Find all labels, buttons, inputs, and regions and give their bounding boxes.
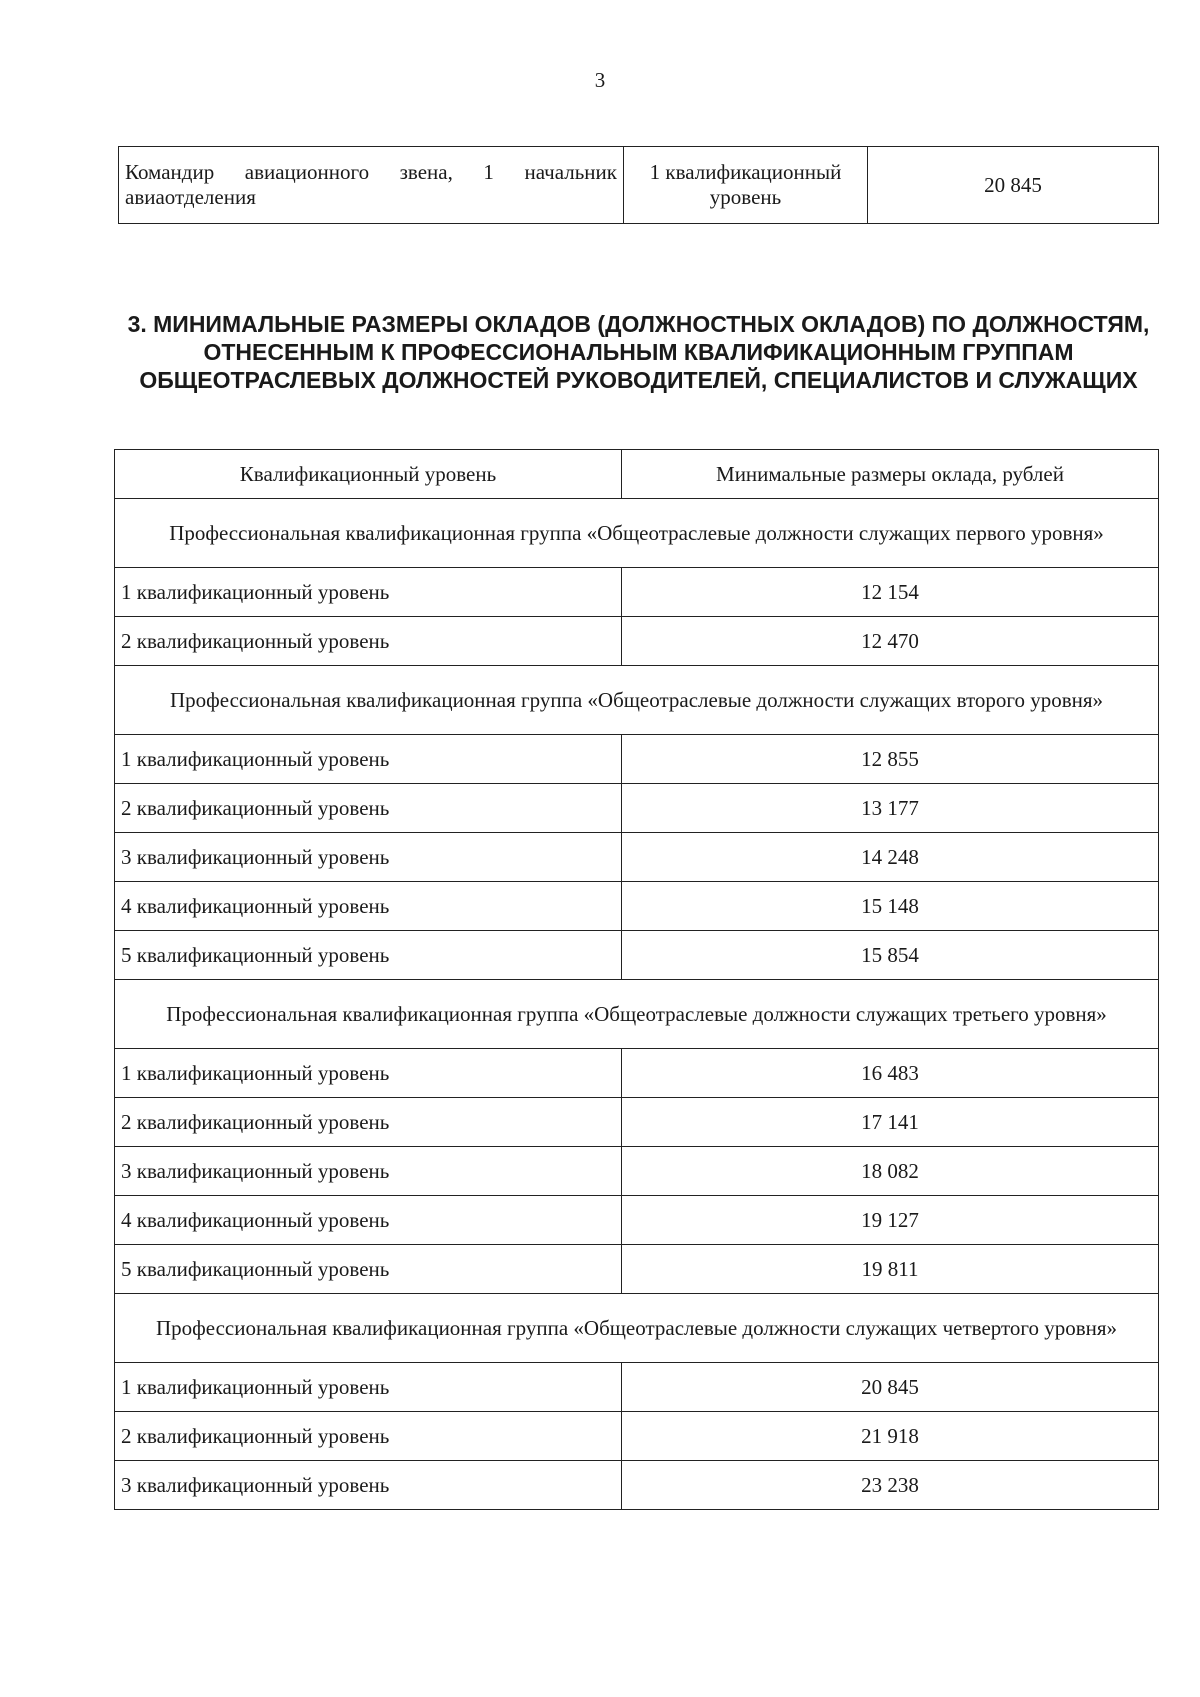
table-row: [115, 784, 1159, 833]
salary-cell: 23 238: [622, 1461, 1159, 1510]
table-row: [115, 617, 1159, 666]
table-header-row: [115, 450, 1159, 499]
level-cell: 1 квалификационный уровень: [624, 147, 868, 224]
table-row: [115, 882, 1159, 931]
table-row: [115, 568, 1159, 617]
position-cell: Командир авиационного звена, 1 начальник авиаотделения: [119, 147, 624, 224]
level-cell: 1 квалификационный уровень: [115, 735, 622, 784]
salary-table: [114, 449, 1159, 1510]
level-cell: 4 квалификационный уровень: [115, 1196, 622, 1245]
table-row: [115, 1196, 1159, 1245]
table-row: [115, 1412, 1159, 1461]
table-row: [115, 931, 1159, 980]
table-row: [115, 1098, 1159, 1147]
salary-cell: 18 082: [622, 1147, 1159, 1196]
salary-cell: 21 918: [622, 1412, 1159, 1461]
section-heading: 3. МИНИМАЛЬНЫЕ РАЗМЕРЫ ОКЛАДОВ (ДОЛЖНОСТНЫХ ОКЛАДОВ) ПО ДОЛЖНОСТЯМ, ОТНЕСЕННЫМ К ПРОФЕССИОНАЛЬНЫМ КВАЛИФИКАЦИОННЫМ ГРУППАМ ОБЩЕОТРАСЛЕВЫХ ДОЛЖНОСТЕЙ РУКОВОДИТЕЛЕЙ, СПЕЦИАЛИСТОВ И СЛУЖАЩИХ: [127, 311, 1150, 393]
group-header-row: [115, 666, 1159, 735]
table-row: [115, 1245, 1159, 1294]
salary-cell: 17 141: [622, 1098, 1159, 1147]
group-header-row: [115, 499, 1159, 568]
group-header-row: [115, 1294, 1159, 1363]
table-row: [115, 1461, 1159, 1510]
level-cell: 2 квалификационный уровень: [115, 784, 622, 833]
column-header-salary: Минимальные размеры оклада, рублей: [622, 450, 1159, 499]
level-cell: 2 квалификационный уровень: [115, 1098, 622, 1147]
table-row: [115, 833, 1159, 882]
group-header-row: [115, 980, 1159, 1049]
salary-cell: 12 470: [622, 617, 1159, 666]
group-title: Профессиональная квалификационная группа «Общеотраслевые должности служащих третьего уровня»: [115, 980, 1159, 1049]
table-row: [115, 1049, 1159, 1098]
salary-cell: 16 483: [622, 1049, 1159, 1098]
level-cell: 3 квалификационный уровень: [115, 833, 622, 882]
level-cell: 3 квалификационный уровень: [115, 1147, 622, 1196]
salary-cell: 19 127: [622, 1196, 1159, 1245]
group-title: Профессиональная квалификационная группа «Общеотраслевые должности служащих четвертого уровня»: [115, 1294, 1159, 1363]
salary-cell: 12 154: [622, 568, 1159, 617]
level-cell: 5 квалификационный уровень: [115, 1245, 622, 1294]
level-cell: 3 квалификационный уровень: [115, 1461, 622, 1510]
table-row: [115, 1147, 1159, 1196]
level-cell: 1 квалификационный уровень: [115, 1049, 622, 1098]
salary-cell: 13 177: [622, 784, 1159, 833]
level-cell: 5 квалификационный уровень: [115, 931, 622, 980]
continued-table: [118, 146, 1159, 224]
table-row: [115, 735, 1159, 784]
table-row: [119, 147, 1159, 224]
level-cell: 4 квалификационный уровень: [115, 882, 622, 931]
salary-cell: 19 811: [622, 1245, 1159, 1294]
level-cell: 2 квалификационный уровень: [115, 1412, 622, 1461]
salary-table-body: [115, 450, 1159, 1510]
level-cell: 1 квалификационный уровень: [115, 568, 622, 617]
salary-cell: 15 854: [622, 931, 1159, 980]
group-title: Профессиональная квалификационная группа «Общеотраслевые должности служащих первого уровня»: [115, 499, 1159, 568]
group-title: Профессиональная квалификационная группа «Общеотраслевые должности служащих второго уровня»: [115, 666, 1159, 735]
salary-cell: 14 248: [622, 833, 1159, 882]
salary-cell: 20 845: [622, 1363, 1159, 1412]
salary-cell: 20 845: [868, 147, 1159, 224]
level-cell: 2 квалификационный уровень: [115, 617, 622, 666]
salary-cell: 12 855: [622, 735, 1159, 784]
column-header-level: Квалификационный уровень: [115, 450, 622, 499]
salary-cell: 15 148: [622, 882, 1159, 931]
page-number: 3: [594, 68, 606, 92]
table-row: [115, 1363, 1159, 1412]
level-cell: 1 квалификационный уровень: [115, 1363, 622, 1412]
